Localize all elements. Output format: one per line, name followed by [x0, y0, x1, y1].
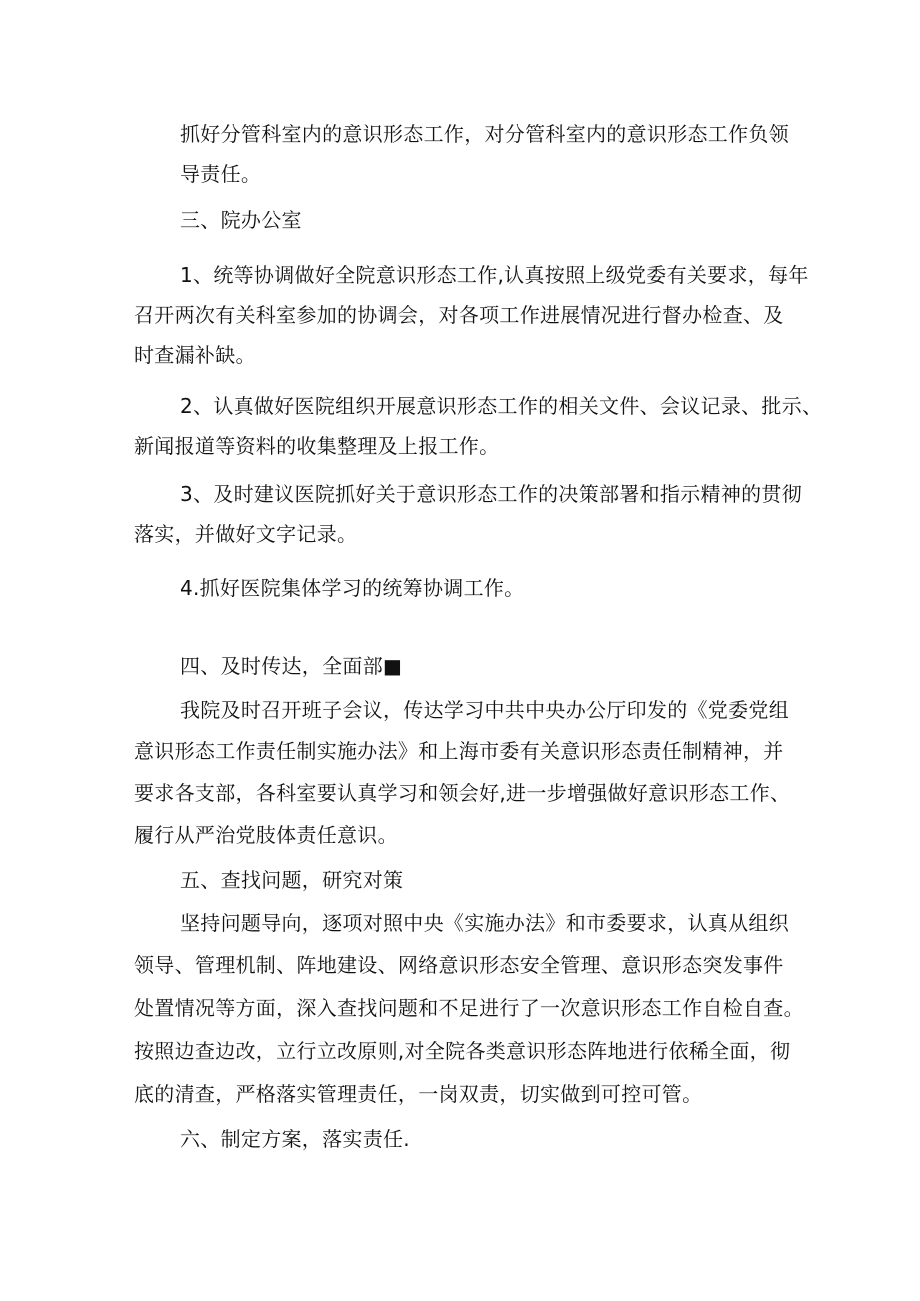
- paragraph-line: 3、及时建议医院抓好关于意识形态工作的决策部署和指示精神的贯彻: [180, 482, 803, 506]
- paragraph-line: 导责任。: [180, 162, 262, 186]
- paragraph-line: 处置情况等方面，深入查找问题和不足进行了一次意识形态工作自检自查。: [134, 996, 804, 1020]
- paragraph-line: 新闻报道等资料的收集整理及上报工作。: [134, 434, 500, 458]
- section-heading: 五、查找问题，研究对策: [180, 868, 404, 892]
- paragraph-line: 我院及时召开班子会议，传达学习中共中央办公厅印发的《党委党组: [180, 698, 789, 722]
- section-heading: 六、制定方案，落实责任.: [180, 1127, 410, 1151]
- paragraph-line: 履行从严治党肢体责任意识。: [134, 823, 398, 847]
- section-heading: 四、及时传达，全面部■: [180, 654, 403, 678]
- paragraph-line: 领导、管理机制、阵地建设、网络意识形态安全管理、意识形态突发事件: [134, 953, 784, 977]
- paragraph-line: 要求各支部，各科室要认真学习和领会好,进一步增强做好意识形态工作、: [134, 781, 791, 805]
- paragraph-line: 底的清查，严格落实管理责任，一岗双责，切实做到可控可管。: [134, 1082, 703, 1106]
- paragraph-line: 召开两次有关科室参加的协调会，对各项工作进展情况进行督办检查、及: [134, 303, 784, 327]
- paragraph-line: 2、认真做好医院组织开展意识形态工作的相关文件、会议记录、批示、: [180, 394, 823, 418]
- paragraph-line: 4.抓好医院集体学习的统筹协调工作。: [180, 576, 525, 600]
- paragraph-line: 落实，并做好文字记录。: [134, 522, 358, 546]
- paragraph-line: 1、统等协调做好全院意识形态工作,认真按照上级党委有关要求，每年: [180, 263, 809, 287]
- section-heading: 三、院办公室: [180, 208, 302, 232]
- paragraph-line: 意识形态工作责任制实施办法》和上海市委有关意识形态责任制精神，并: [134, 739, 784, 763]
- paragraph-line: 坚持问题导向，逐项对照中央《实施办法》和市委要求，认真从组织: [180, 911, 789, 935]
- paragraph-line: 抓好分管科室内的意识形态工作，对分管科室内的意识形态工作负领: [180, 122, 789, 146]
- paragraph-line: 按照边查边改，立行立改原则,对全院各类意识形态阵地进行依稀全面，彻: [134, 1039, 791, 1063]
- paragraph-line: 时查漏补缺。: [134, 343, 256, 367]
